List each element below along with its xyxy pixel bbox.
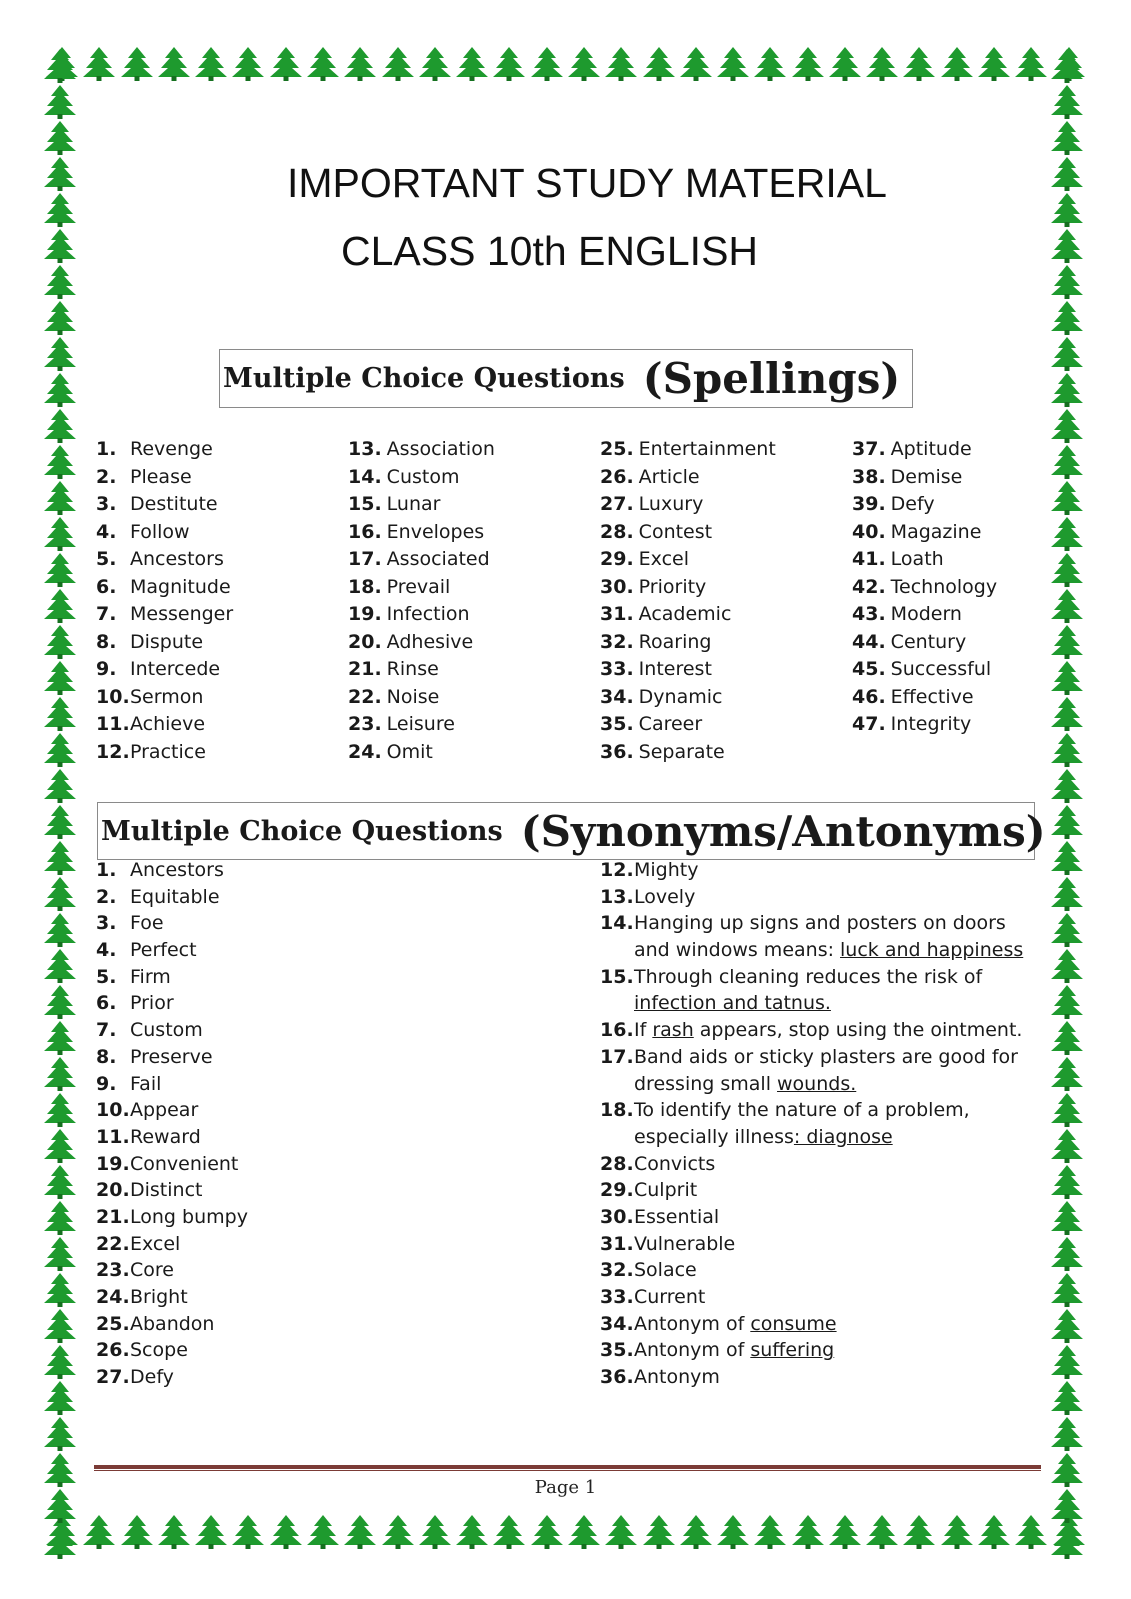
list-item: 20.Distinct xyxy=(96,1179,203,1202)
pine-tree-icon xyxy=(1049,984,1085,1020)
pine-tree-icon xyxy=(1049,1344,1085,1380)
list-item: 8. Dispute xyxy=(96,630,204,653)
list-item: 4. Perfect xyxy=(96,939,197,962)
list-item: 25. Entertainment xyxy=(600,438,776,460)
list-item: 26.Scope xyxy=(96,1339,188,1362)
list-item: 38. Demise xyxy=(852,465,963,488)
pine-tree-icon xyxy=(864,1514,900,1550)
list-item: 15.Through cleaning reduces the risk of infection and tatnus. xyxy=(600,965,983,1015)
pine-tree-icon xyxy=(1049,912,1085,948)
pine-tree-icon xyxy=(42,444,78,480)
list-item: 3. Destitute xyxy=(96,493,218,515)
pine-tree-icon xyxy=(1049,552,1085,588)
pine-tree-icon xyxy=(976,46,1012,82)
pine-tree-icon xyxy=(1049,768,1085,804)
pine-tree-icon xyxy=(42,1056,78,1092)
pine-tree-icon xyxy=(1049,1272,1085,1308)
pine-tree-icon xyxy=(193,46,229,82)
pine-tree-icon xyxy=(42,660,78,696)
pine-tree-icon xyxy=(603,46,639,82)
list-item: 36.Antonym xyxy=(600,1366,720,1389)
list-item: 15. Lunar xyxy=(348,493,441,515)
footer-rule xyxy=(94,1465,1041,1469)
list-item: 21.Long bumpy xyxy=(96,1205,248,1228)
pine-tree-icon xyxy=(42,1524,78,1560)
list-item: 23.Core xyxy=(96,1259,174,1282)
list-item: 39. Defy xyxy=(852,493,935,515)
pine-tree-icon xyxy=(42,768,78,804)
pine-tree-icon xyxy=(42,120,78,156)
list-item: 29.Culprit xyxy=(600,1179,698,1202)
list-item: 24.Bright xyxy=(96,1286,188,1308)
pine-tree-icon xyxy=(42,84,78,120)
pine-tree-icon xyxy=(976,1514,1012,1550)
pine-tree-icon xyxy=(1049,624,1085,660)
pine-tree-icon xyxy=(752,46,788,82)
pine-tree-icon xyxy=(603,1514,639,1550)
pine-tree-icon xyxy=(42,1164,78,1200)
list-item: 5. Firm xyxy=(96,965,171,988)
pine-tree-icon xyxy=(42,48,78,84)
list-item: 23. Leisure xyxy=(348,713,455,735)
list-item: 20. Adhesive xyxy=(348,630,474,653)
pine-tree-icon xyxy=(42,1092,78,1128)
list-item: 40. Magazine xyxy=(852,520,982,543)
pine-tree-icon xyxy=(1049,1200,1085,1236)
list-item: 37. Aptitude xyxy=(852,438,972,460)
pine-tree-icon xyxy=(305,1514,341,1550)
list-item: 6. Prior xyxy=(96,992,174,1015)
pine-tree-icon xyxy=(1049,804,1085,840)
pine-tree-icon xyxy=(1049,192,1085,228)
pine-tree-icon xyxy=(305,46,341,82)
list-item: 47. Integrity xyxy=(852,713,972,735)
page-number: Page 1 xyxy=(534,1477,597,1498)
pine-tree-icon xyxy=(342,46,378,82)
pine-tree-icon xyxy=(42,336,78,372)
pine-tree-icon xyxy=(417,1514,453,1550)
pine-tree-icon xyxy=(42,516,78,552)
pine-tree-icon xyxy=(156,46,192,82)
list-item: 21. Rinse xyxy=(348,658,439,680)
list-item: 6. Magnitude xyxy=(96,575,231,598)
list-item: 12.Practice xyxy=(96,740,206,763)
pine-tree-icon xyxy=(42,732,78,768)
pine-tree-icon xyxy=(491,46,527,82)
pine-tree-icon xyxy=(42,1416,78,1452)
list-item: 36. Separate xyxy=(600,740,725,763)
pine-tree-icon xyxy=(454,46,490,82)
list-item: 29. Excel xyxy=(600,548,690,570)
pine-tree-icon xyxy=(1049,1308,1085,1344)
pine-tree-icon xyxy=(42,696,78,732)
spellings-column-2 xyxy=(348,436,495,766)
pine-tree-icon xyxy=(1049,1416,1085,1452)
pine-tree-icon xyxy=(1049,84,1085,120)
pine-tree-icon xyxy=(1049,948,1085,984)
list-item: 33.Current xyxy=(600,1286,706,1309)
list-item: 28.Convicts xyxy=(600,1152,716,1175)
pine-tree-icon xyxy=(678,1514,714,1550)
pine-tree-icon xyxy=(1049,1236,1085,1272)
list-item: 18. Prevail xyxy=(348,575,451,598)
pine-tree-icon xyxy=(939,1514,975,1550)
pine-tree-icon xyxy=(42,300,78,336)
list-item: 45. Successful xyxy=(852,658,992,680)
list-item: 30. Priority xyxy=(600,575,707,598)
pine-tree-icon xyxy=(268,1514,304,1550)
list-item: 7. Custom xyxy=(96,1019,203,1042)
pine-tree-icon xyxy=(1049,1092,1085,1128)
pine-tree-icon xyxy=(1049,1524,1085,1560)
list-item: 33. Interest xyxy=(600,658,712,680)
list-item: 30.Essential xyxy=(600,1206,720,1228)
pine-tree-icon xyxy=(42,1236,78,1272)
pine-tree-icon xyxy=(42,192,78,228)
pine-tree-icon xyxy=(1049,336,1085,372)
pine-tree-icon xyxy=(1049,1020,1085,1056)
pine-tree-icon xyxy=(193,1514,229,1550)
pine-tree-icon xyxy=(566,46,602,82)
pine-tree-icon xyxy=(1049,228,1085,264)
list-item: 9. Intercede xyxy=(96,658,221,680)
list-item: 35. Career xyxy=(600,713,703,735)
list-item: 11.Achieve xyxy=(96,713,206,735)
footer-rule-thin xyxy=(94,1470,1041,1471)
synonyms-right-column xyxy=(600,857,1039,1391)
pine-tree-icon xyxy=(1049,516,1085,552)
pine-tree-icon xyxy=(529,1514,565,1550)
synonyms-left-column xyxy=(96,857,248,1391)
list-item: 34.Antonym of consume xyxy=(600,1312,837,1335)
pine-tree-icon xyxy=(901,46,937,82)
list-item: 18.To identify the nature of a problem, especially illness: diagnose xyxy=(600,1099,970,1148)
list-item: 44. Century xyxy=(852,630,967,653)
synonyms-heading-topic: (Synonyms/Antonyms) xyxy=(520,806,1046,856)
pine-tree-icon xyxy=(42,804,78,840)
pine-tree-icon xyxy=(827,46,863,82)
pine-tree-icon xyxy=(1049,372,1085,408)
pine-tree-icon xyxy=(42,876,78,912)
pine-tree-icon xyxy=(827,1514,863,1550)
pine-tree-icon xyxy=(1049,1380,1085,1416)
list-item: 32.Solace xyxy=(600,1259,697,1282)
list-item: 14. Custom xyxy=(348,465,460,488)
list-item: 13. Association xyxy=(348,438,495,460)
pine-tree-icon xyxy=(678,46,714,82)
pine-tree-icon xyxy=(81,1514,117,1550)
pine-tree-icon xyxy=(790,46,826,82)
list-item: 9. Fail xyxy=(96,1072,162,1095)
pine-tree-icon xyxy=(1049,156,1085,192)
list-item: 17.Band aids or sticky plasters are good for dressing small wounds. xyxy=(600,1045,1018,1095)
pine-tree-icon xyxy=(752,1514,788,1550)
list-item: 31. Academic xyxy=(600,603,732,625)
list-item: 24. Omit xyxy=(348,740,433,763)
spellings-heading-topic: (Spellings) xyxy=(642,354,901,403)
list-item: 12.Mighty xyxy=(600,859,699,881)
pine-tree-icon xyxy=(1049,876,1085,912)
pine-tree-icon xyxy=(230,46,266,82)
list-item: 13.Lovely xyxy=(600,885,696,908)
pine-tree-icon xyxy=(42,1272,78,1308)
synonyms-heading-lead: Multiple Choice Questions xyxy=(101,815,503,847)
list-item: 27.Defy xyxy=(96,1366,174,1389)
pine-tree-icon xyxy=(939,46,975,82)
spellings-heading xyxy=(219,349,913,408)
list-item: 35.Antonym of suffering xyxy=(600,1339,835,1362)
list-item: 1. Ancestors xyxy=(96,859,224,881)
list-item: 26. Article xyxy=(600,465,700,488)
pine-tree-icon xyxy=(42,480,78,516)
pine-tree-icon xyxy=(42,264,78,300)
pine-tree-icon xyxy=(380,1514,416,1550)
pine-tree-icon xyxy=(454,1514,490,1550)
pine-tree-icon xyxy=(42,1200,78,1236)
pine-tree-icon xyxy=(1049,480,1085,516)
pine-tree-icon xyxy=(42,948,78,984)
pine-tree-icon xyxy=(864,46,900,82)
list-item: 16.If rash appears, stop using the ointment. xyxy=(600,1019,1023,1042)
pine-tree-icon xyxy=(42,408,78,444)
list-item: 2. Equitable xyxy=(96,885,220,908)
pine-tree-icon xyxy=(529,46,565,82)
list-item: 8. Preserve xyxy=(96,1045,213,1068)
pine-tree-icon xyxy=(42,984,78,1020)
list-item: 19.Convenient xyxy=(96,1152,239,1175)
list-item: 11.Reward xyxy=(96,1125,201,1148)
synonyms-heading xyxy=(97,802,1046,860)
tree-border-right xyxy=(1049,48,1089,1548)
pine-tree-icon xyxy=(1049,444,1085,480)
list-item: 46. Effective xyxy=(852,685,974,708)
pine-tree-icon xyxy=(342,1514,378,1550)
list-item: 4. Follow xyxy=(96,520,190,543)
pine-tree-icon xyxy=(1049,264,1085,300)
pine-tree-icon xyxy=(1049,300,1085,336)
list-item: 22.Excel xyxy=(96,1232,181,1255)
list-item: 5. Ancestors xyxy=(96,548,224,570)
pine-tree-icon xyxy=(1049,408,1085,444)
tree-border-left xyxy=(42,48,82,1548)
pine-tree-icon xyxy=(42,1020,78,1056)
pine-tree-icon xyxy=(42,912,78,948)
page-title-line1: IMPORTANT STUDY MATERIAL xyxy=(287,160,887,206)
pine-tree-icon xyxy=(566,1514,602,1550)
pine-tree-icon xyxy=(1013,1514,1049,1550)
spellings-column-4 xyxy=(852,436,997,739)
pine-tree-icon xyxy=(1049,120,1085,156)
list-item: 14.Hanging up signs and posters on doors and windows means: luck and happiness xyxy=(600,912,1024,962)
pine-tree-icon xyxy=(42,1308,78,1344)
pine-tree-icon xyxy=(42,156,78,192)
pine-tree-icon xyxy=(417,46,453,82)
pine-tree-icon xyxy=(1049,588,1085,624)
pine-tree-icon xyxy=(1049,696,1085,732)
pine-tree-icon xyxy=(42,552,78,588)
pine-tree-icon xyxy=(119,1514,155,1550)
list-item: 19. Infection xyxy=(348,603,470,625)
pine-tree-icon xyxy=(156,1514,192,1550)
list-item: 32. Roaring xyxy=(600,630,712,653)
pine-tree-icon xyxy=(380,46,416,82)
pine-tree-icon xyxy=(1049,840,1085,876)
list-item: 17. Associated xyxy=(348,548,490,570)
pine-tree-icon xyxy=(81,46,117,82)
pine-tree-icon xyxy=(268,46,304,82)
page-title-line2: CLASS 10th ENGLISH xyxy=(341,228,759,274)
pine-tree-icon xyxy=(42,624,78,660)
tree-border-top xyxy=(44,46,1087,86)
tree-border-bottom xyxy=(44,1514,1087,1554)
list-item: 3. Foe xyxy=(96,912,164,935)
pine-tree-icon xyxy=(42,1380,78,1416)
pine-tree-icon xyxy=(1049,1128,1085,1164)
pine-tree-icon xyxy=(1013,46,1049,82)
list-item: 28. Contest xyxy=(600,520,713,543)
list-item: 10.Appear xyxy=(96,1099,199,1122)
pine-tree-icon xyxy=(1049,1164,1085,1200)
pine-tree-icon xyxy=(1049,48,1085,84)
pine-tree-icon xyxy=(42,372,78,408)
pine-tree-icon xyxy=(42,228,78,264)
pine-tree-icon xyxy=(42,588,78,624)
pine-tree-icon xyxy=(119,46,155,82)
pine-tree-icon xyxy=(641,46,677,82)
list-item: 42. Technology xyxy=(852,575,998,598)
list-item: 41. Loath xyxy=(852,548,944,570)
list-item: 7. Messenger xyxy=(96,603,234,625)
pine-tree-icon xyxy=(42,1344,78,1380)
list-item: 1. Revenge xyxy=(96,438,213,460)
pine-tree-icon xyxy=(715,46,751,82)
pine-tree-icon xyxy=(715,1514,751,1550)
pine-tree-icon xyxy=(1049,1056,1085,1092)
list-item: 27. Luxury xyxy=(600,493,704,515)
pine-tree-icon xyxy=(42,840,78,876)
pine-tree-icon xyxy=(1049,732,1085,768)
list-item: 22. Noise xyxy=(348,685,440,708)
pine-tree-icon xyxy=(42,1128,78,1164)
list-item: 25.Abandon xyxy=(96,1312,215,1335)
list-item: 43. Modern xyxy=(852,603,962,625)
pine-tree-icon xyxy=(901,1514,937,1550)
list-item: 16. Envelopes xyxy=(348,520,485,543)
pine-tree-icon xyxy=(790,1514,826,1550)
list-item: 2. Please xyxy=(96,465,192,488)
pine-tree-icon xyxy=(491,1514,527,1550)
list-item: 31.Vulnerable xyxy=(600,1232,736,1255)
pine-tree-icon xyxy=(641,1514,677,1550)
pine-tree-icon xyxy=(230,1514,266,1550)
list-item: 34. Dynamic xyxy=(600,685,723,708)
spellings-column-3 xyxy=(600,436,776,766)
list-item: 10.Sermon xyxy=(96,685,204,708)
spellings-column-1 xyxy=(96,436,233,766)
spellings-heading-lead: Multiple Choice Questions xyxy=(223,363,625,394)
pine-tree-icon xyxy=(1049,660,1085,696)
